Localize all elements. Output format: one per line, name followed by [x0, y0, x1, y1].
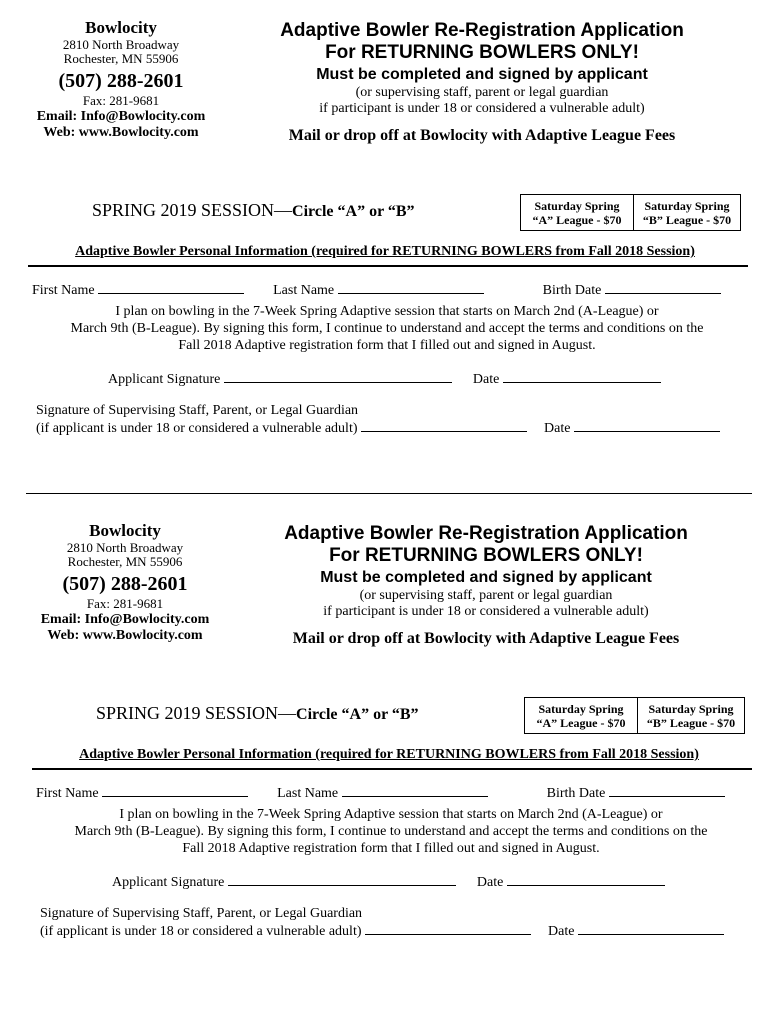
applicant-signature-label: Applicant Signature — [112, 875, 225, 890]
terms-paragraph — [34, 806, 748, 857]
business-fax: Fax: 281-9681 — [82, 93, 160, 109]
form-title-block — [226, 523, 746, 648]
business-fax: Fax: 281-9681 — [86, 596, 164, 612]
session-circle-instruction: Circle “A” or “B” — [296, 706, 419, 723]
terms-line-3: Fall 2018 Adaptive registration form that I filled out and signed in August. — [182, 841, 600, 856]
applicant-date-field[interactable] — [507, 873, 665, 886]
league-a-day: Saturday Spring — [538, 702, 624, 716]
business-address-1: 2810 North Broadway — [62, 36, 180, 52]
guardian-signature-block — [40, 905, 724, 940]
guardian-signature-label: Signature of Supervising Staff, Parent, or Legal Guardian — [36, 403, 359, 418]
business-phone: (507) 288-2601 — [62, 573, 188, 596]
league-a-price: “A” League - $70 — [536, 716, 626, 730]
form-title: Adaptive Bowler Re-Registration Application — [284, 523, 688, 544]
form-title: Adaptive Bowler Re-Registration Application — [280, 20, 684, 41]
divider — [28, 265, 748, 267]
applicant-signature-label: Applicant Signature — [108, 372, 221, 387]
guardian-condition-label: (if applicant is under 18 or considered a vulnerable adult) — [40, 924, 362, 939]
business-name: Bowlocity — [89, 521, 161, 540]
birth-date-field[interactable] — [609, 784, 725, 797]
first-name-label: First Name — [32, 283, 95, 298]
last-name-field[interactable] — [342, 784, 488, 797]
league-b-option[interactable] — [637, 698, 744, 733]
league-a-day: Saturday Spring — [534, 199, 620, 213]
name-row — [32, 281, 721, 299]
terms-paragraph — [30, 303, 744, 354]
guardian-condition-label: (if applicant is under 18 or considered a vulnerable adult) — [36, 421, 358, 436]
guardian-signature-field[interactable] — [365, 922, 531, 935]
form-note-1: (or supervising staff, parent or legal guardian — [355, 85, 609, 100]
last-name-label: Last Name — [273, 283, 335, 298]
guardian-signature-label: Signature of Supervising Staff, Parent, or Legal Guardian — [40, 906, 363, 921]
terms-line-1: I plan on bowling in the 7-Week Spring Adaptive session that starts on March 2nd (A-League) or — [115, 304, 659, 319]
applicant-date-field[interactable] — [503, 370, 661, 383]
applicant-signature-field[interactable] — [224, 370, 452, 383]
league-a-option[interactable] — [525, 698, 637, 733]
birth-date-label: Birth Date — [546, 786, 606, 801]
session-label — [96, 703, 419, 724]
guardian-date-field[interactable] — [578, 922, 724, 935]
terms-line-2: March 9th (B-League). By signing this form, I continue to understand and accept the terms and conditions on the — [70, 321, 704, 336]
league-fee-table — [524, 697, 745, 734]
session-name: SPRING 2019 SESSION— — [92, 200, 293, 220]
divider — [32, 768, 752, 770]
terms-line-2: March 9th (B-League). By signing this form, I continue to understand and accept the terms and conditions on the — [74, 824, 708, 839]
session-name: SPRING 2019 SESSION— — [96, 703, 297, 723]
business-email: Email: Info@Bowlocity.com — [36, 109, 206, 125]
mail-instruction: Mail or drop off at Bowlocity with Adaptive League Fees — [292, 630, 680, 647]
applicant-date-label: Date — [472, 372, 500, 387]
business-email: Email: Info@Bowlocity.com — [40, 612, 210, 628]
business-web: Web: www.Bowlocity.com — [43, 125, 199, 141]
form-separator — [26, 493, 752, 494]
league-a-price: “A” League - $70 — [532, 213, 622, 227]
first-name-field[interactable] — [102, 784, 248, 797]
form-instruction: Must be completed and signed by applicant — [316, 66, 648, 83]
business-address-1: 2810 North Broadway — [66, 539, 184, 555]
guardian-date-field[interactable] — [574, 419, 720, 432]
guardian-signature-field[interactable] — [361, 419, 527, 432]
business-name: Bowlocity — [85, 18, 157, 37]
guardian-date-label: Date — [548, 924, 575, 939]
guardian-signature-block — [36, 402, 720, 437]
form-subtitle: For RETURNING BOWLERS ONLY! — [329, 545, 643, 566]
league-fee-table — [520, 194, 741, 231]
last-name-label: Last Name — [277, 786, 339, 801]
terms-line-3: Fall 2018 Adaptive registration form that I filled out and signed in August. — [178, 338, 596, 353]
business-address-2: Rochester, MN 55906 — [67, 554, 183, 570]
personal-info-heading: Adaptive Bowler Personal Information (required for RETURNING BOWLERS from Fall 2018 Session) — [75, 244, 695, 259]
registration-form-top — [0, 0, 770, 480]
form-note-2: if participant is under 18 or considered a vulnerable adult) — [319, 101, 645, 116]
birth-date-label: Birth Date — [542, 283, 602, 298]
form-instruction: Must be completed and signed by applicant — [320, 569, 652, 586]
league-b-day: Saturday Spring — [644, 199, 730, 213]
league-b-option[interactable] — [633, 195, 740, 230]
form-subtitle: For RETURNING BOWLERS ONLY! — [325, 42, 639, 63]
business-contact — [28, 18, 214, 142]
applicant-date-label: Date — [476, 875, 504, 890]
guardian-date-label: Date — [544, 421, 571, 436]
terms-line-1: I plan on bowling in the 7-Week Spring Adaptive session that starts on March 2nd (A-League) or — [119, 807, 663, 822]
applicant-signature-row — [112, 873, 665, 891]
league-b-day: Saturday Spring — [648, 702, 734, 716]
birth-date-field[interactable] — [605, 281, 721, 294]
session-label — [92, 200, 415, 221]
league-a-option[interactable] — [521, 195, 633, 230]
form-title-block — [222, 20, 742, 145]
business-web: Web: www.Bowlocity.com — [47, 628, 203, 644]
applicant-signature-row — [108, 370, 661, 388]
business-contact — [32, 521, 218, 645]
mail-instruction: Mail or drop off at Bowlocity with Adaptive League Fees — [288, 127, 676, 144]
first-name-label: First Name — [36, 786, 99, 801]
registration-form-bottom — [4, 503, 770, 983]
business-phone: (507) 288-2601 — [58, 70, 184, 93]
form-note-2: if participant is under 18 or considered a vulnerable adult) — [323, 604, 649, 619]
session-circle-instruction: Circle “A” or “B” — [292, 203, 415, 220]
last-name-field[interactable] — [338, 281, 484, 294]
name-row — [36, 784, 725, 802]
applicant-signature-field[interactable] — [228, 873, 456, 886]
first-name-field[interactable] — [98, 281, 244, 294]
business-address-2: Rochester, MN 55906 — [63, 51, 179, 67]
form-note-1: (or supervising staff, parent or legal guardian — [359, 588, 613, 603]
league-b-price: “B” League - $70 — [646, 716, 736, 730]
personal-info-heading: Adaptive Bowler Personal Information (required for RETURNING BOWLERS from Fall 2018 Session) — [79, 747, 699, 762]
league-b-price: “B” League - $70 — [642, 213, 732, 227]
